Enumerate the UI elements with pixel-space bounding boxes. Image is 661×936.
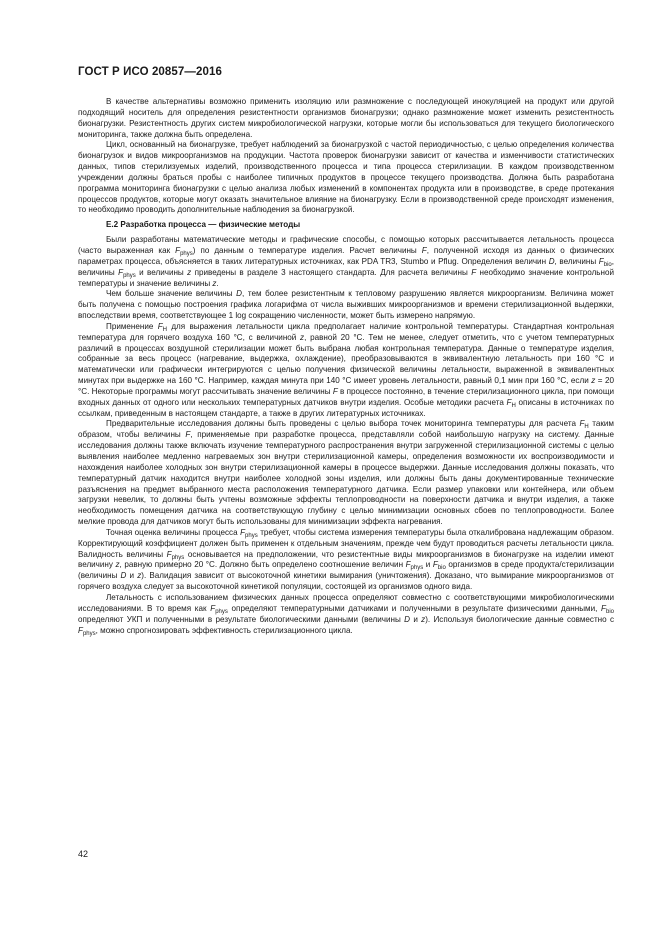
document-body <box>78 97 614 636</box>
paragraph: Были разработаны математические методы и графические способы, с помощью которых рассчитывается летальность процесса (часто выраженная как $F_{phys}$) по данным о температуре изделия. Расчет величины F, полученной исходя из данных о физических параметрах процесса, объясняется в таких литературных источниках, как PDA TR3, Stumbo и Pflug. Определения величин D, величины $F_{bio}$, величины $F_{phys}$ и величины z приведены в разделе 3 настоящего стандарта. Для расчета величины F необходимо значение контрольной температуры и значение величины z. <box>78 235 615 288</box>
paragraph: Чем больше значение величины D, тем более резистентным к тепловому разрушению является микроорганизм. Величина может быть получена с помощью построения графика логарифма от числа выживших микроорганизмов и времени стерилизационной выдержки, впоследствии время, соответствующее 1 log сокращению численности, может быть измерено напрямую. <box>78 289 614 321</box>
paragraph: Точная оценка величины процесса $F_{phys}$ требует, чтобы система измерения температуры была откалибрована надлежащим образом. Корректирующий коэффициент должен быть применен к отдельным значениям, прежде чем будут проводиться расчеты летальности цикла. Валидность величины $F_{phys}$ основывается на предположении, что резистентные виды микроорганизмов в бионагрузке на изделии имеют величину z, равную примерно 20 °С. Должно быть определено соотношение величин $F_{phys}$ и $F_{bio}$ организмов в среде продукта/стерилизации (величины D и z). Валидация зависит от высокоточной кинетики вымирания (уничтожения). Доказано, что вымирание микроорганизмов от горячего воздуха следует за высокоточной кинетикой популяции, состоящей из организмов одного вида. <box>78 527 614 592</box>
paragraph: Летальность с использованием физических данных процесса определяют совместно с соответствующими микробиологическими исследованиями. В то время как $F_{phys}$ определяют температурными датчиками и полученными в результате физическими данными, $F_{bio}$ определяют УКП и полученными в результате биологическими данными (величины D и z). Используя биологические данные совместно с $F_{phys}$, можно спрогнозировать эффективность стерилизационного цикла. <box>78 592 615 637</box>
section-heading: Е.2 Разработка процесса — физические методы <box>106 220 301 230</box>
page-number: 42 <box>78 849 89 859</box>
page-header-title: ГОСТ Р ИСО 20857—2016 <box>78 66 223 78</box>
paragraph: В качестве альтернативы возможно применить изоляцию или размножение с последующей инокуляцией на продукт или другой подходящий носитель для определения резистентности организмов бионагрузки; однако размножение может изменить резистентность бионагрузки. Резистентность других систем микробиологической нагрузки, которые могли бы использоваться для текущего биологического мониторинга, также должна быть определена. <box>78 97 614 139</box>
paragraph: Предварительные исследования должны быть проведены с целью выбора точек мониторинга температуры для расчета $F_H$ таким образом, чтобы величины F, применяемые при разработке процесса, представляли собой наибольшую нагрузку на систему. Данные исследования должны также включать изучение температурного распространения внутри загруженной стерилизационной системы с целью выявления наиболее медленно нагреваемых зон внутри стерилизационной камеры, определения возможности их воспроизводимости и нахождения наиболее холодных зон внутри стерилизационной камеры в процессе выдержки. Данные исследования должны показать, что температурный датчик находится внутри наиболее холодной зоны изделия, или должны быть даны документированные технические разъяснения на предмет выбранного места расположения температурного датчика. Если размер упаковки или контейнера, или объем загрузки невелик, то должны быть учтены возможные эффекты теплопроводности на поверхности датчика и внутри изделия, а также необходимость помещения датчика на соответствующую глубину с целью минимизации основных сбоев по теплопроводности. Более мелкие провода для датчиков могут быть использованы для минимизации эффекта нагревания. <box>78 419 614 527</box>
paragraph: Применение $F_H$ для выражения летальности цикла предполагает наличие контрольной температуры. Стандартная контрольная температура для горячего воздуха 160 °С, с величиной z, равной 20 °С. Тем не менее, следует отметить, что с учетом температурных различий в процессах воздушной стерилизации может быть выбрана любая контрольная температура. Данные о температуре изделия, собранные за весь процесс (нагревание, выдержка, охлаждение), преобразовываются в эквивалентную летальность при 160 °С и математически или графически интегрируются с целью получения физической величины летальности, выраженной в эквивалентных минутах при выдержке на 160 °С. Например, каждая минута при 140 °С имеет уровень летальности, равный 0,1 мин при 160 °С, если z = 20 °С. Некоторые программы могут рассчитывать значение величины F в процессе постоянно, в течение стерилизационного цикла, при помощи входных данных от одного или нескольких температурных датчиков внутри изделия. Особые методики расчета $F_H$ описаны в источниках по ссылкам, приведенным в настоящем стандарте, а также в других литературных источниках. <box>78 321 615 418</box>
paragraph: Цикл, основанный на бионагрузке, требует наблюдений за бионагрузкой с частой периодичностью, с целью определения количества бионагрузок и видов микроорганизмов на продукции. Частота проверок бионагрузки зависит от качества и изменчивости статистических данных, типов стерилизуемых изделий, производственного процесса и типа процесса стерилизации. В каждом производственном учреждении должны браться пробы с наиболее типичных продуктов в процессе текущего производства. Должна быть разработана программа мониторинга бионагрузки с целью анализа любых изменений в компонентах продукта или в производстве, в среде протекания процессов продуктов, которые могут оказать значительное влияние на бионагрузку. Если в производственной среде происходят изменения, то необходимо проводить дополнительные наблюдения за бионагрузкой. <box>78 140 614 215</box>
